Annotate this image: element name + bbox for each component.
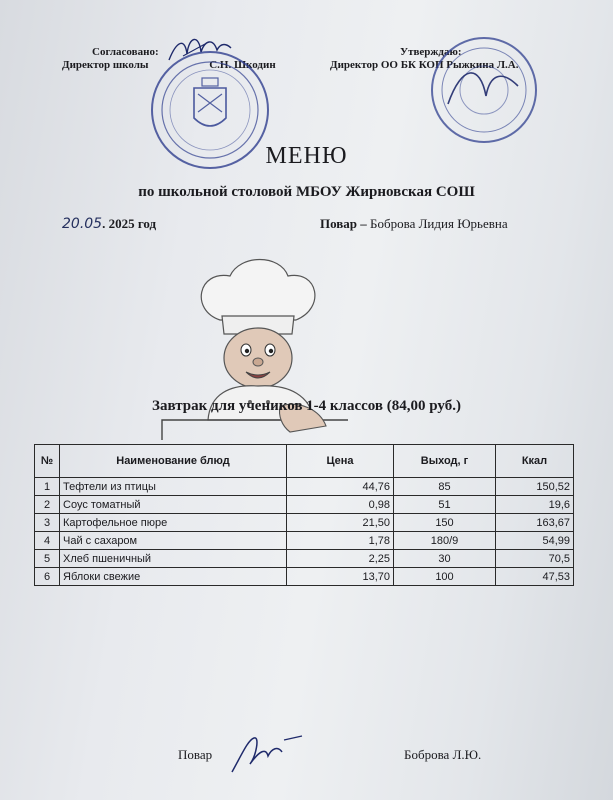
table-row	[35, 496, 574, 514]
row-number: 6	[35, 568, 60, 586]
row-number: 1	[35, 478, 60, 496]
row-number: 4	[35, 532, 60, 550]
row-price: 21,50	[287, 514, 394, 532]
confirm-director: Директор ОО БК КОП Рыжкина Л.А.	[330, 59, 519, 71]
row-dish: Хлеб пшеничный	[60, 550, 287, 568]
header-output: Выход, г	[394, 445, 496, 478]
date-handwritten: 20.05	[62, 216, 103, 232]
row-number: 2	[35, 496, 60, 514]
table-row	[35, 532, 574, 550]
menu-table	[34, 444, 574, 586]
table-row	[35, 478, 574, 496]
row-output: 100	[394, 568, 496, 586]
meal-title: Завтрак для учеников 1-4 классов (84,00 руб.)	[152, 398, 461, 414]
row-dish: Чай с сахаром	[60, 532, 287, 550]
row-kcal: 150,52	[496, 478, 574, 496]
table-row	[35, 514, 574, 532]
header-kcal: Ккал	[496, 445, 574, 478]
approved-label: Согласовано:	[92, 46, 159, 58]
row-number: 5	[35, 550, 60, 568]
row-dish: Яблоки свежие	[60, 568, 287, 586]
row-kcal: 19,6	[496, 496, 574, 514]
table-row	[35, 568, 574, 586]
table-row	[35, 550, 574, 568]
row-kcal: 47,53	[496, 568, 574, 586]
director-name: С.Н. Шкодин	[209, 59, 276, 71]
date-suffix: . 2025 год	[102, 216, 157, 231]
row-price: 1,78	[287, 532, 394, 550]
row-dish: Тефтели из птицы	[60, 478, 287, 496]
header-number: №	[35, 445, 60, 478]
row-dish: Картофельное пюре	[60, 514, 287, 532]
page-subtitle: по школьной столовой МБОУ Жирновская СОШ	[138, 184, 475, 200]
row-output: 180/9	[394, 532, 496, 550]
cook-label: Повар –	[320, 216, 367, 231]
row-output: 150	[394, 514, 496, 532]
row-output: 85	[394, 478, 496, 496]
row-price: 13,70	[287, 568, 394, 586]
footer-cook-name: Боброва Л.Ю.	[404, 747, 482, 762]
page-title: МЕНЮ	[265, 143, 348, 169]
header-price: Цена	[287, 445, 394, 478]
row-output: 30	[394, 550, 496, 568]
table-header-row	[35, 445, 574, 478]
row-kcal: 54,99	[496, 532, 574, 550]
row-price: 0,98	[287, 496, 394, 514]
organization-stamp-icon	[428, 34, 540, 146]
row-number: 3	[35, 514, 60, 532]
cook-name: Боброва Лидия Юрьевна	[370, 216, 508, 231]
row-price: 2,25	[287, 550, 394, 568]
row-price: 44,76	[287, 478, 394, 496]
row-dish: Соус томатный	[60, 496, 287, 514]
header-dish: Наименование блюд	[60, 445, 287, 478]
director-label: Директор школы	[62, 59, 149, 71]
menu-date	[62, 216, 156, 232]
cook-signature-icon	[226, 730, 306, 778]
footer-cook-label: Повар	[178, 747, 213, 762]
row-kcal: 163,67	[496, 514, 574, 532]
confirm-label: Утверждаю:	[400, 46, 462, 58]
row-kcal: 70,5	[496, 550, 574, 568]
cook-line	[320, 216, 508, 232]
row-output: 51	[394, 496, 496, 514]
